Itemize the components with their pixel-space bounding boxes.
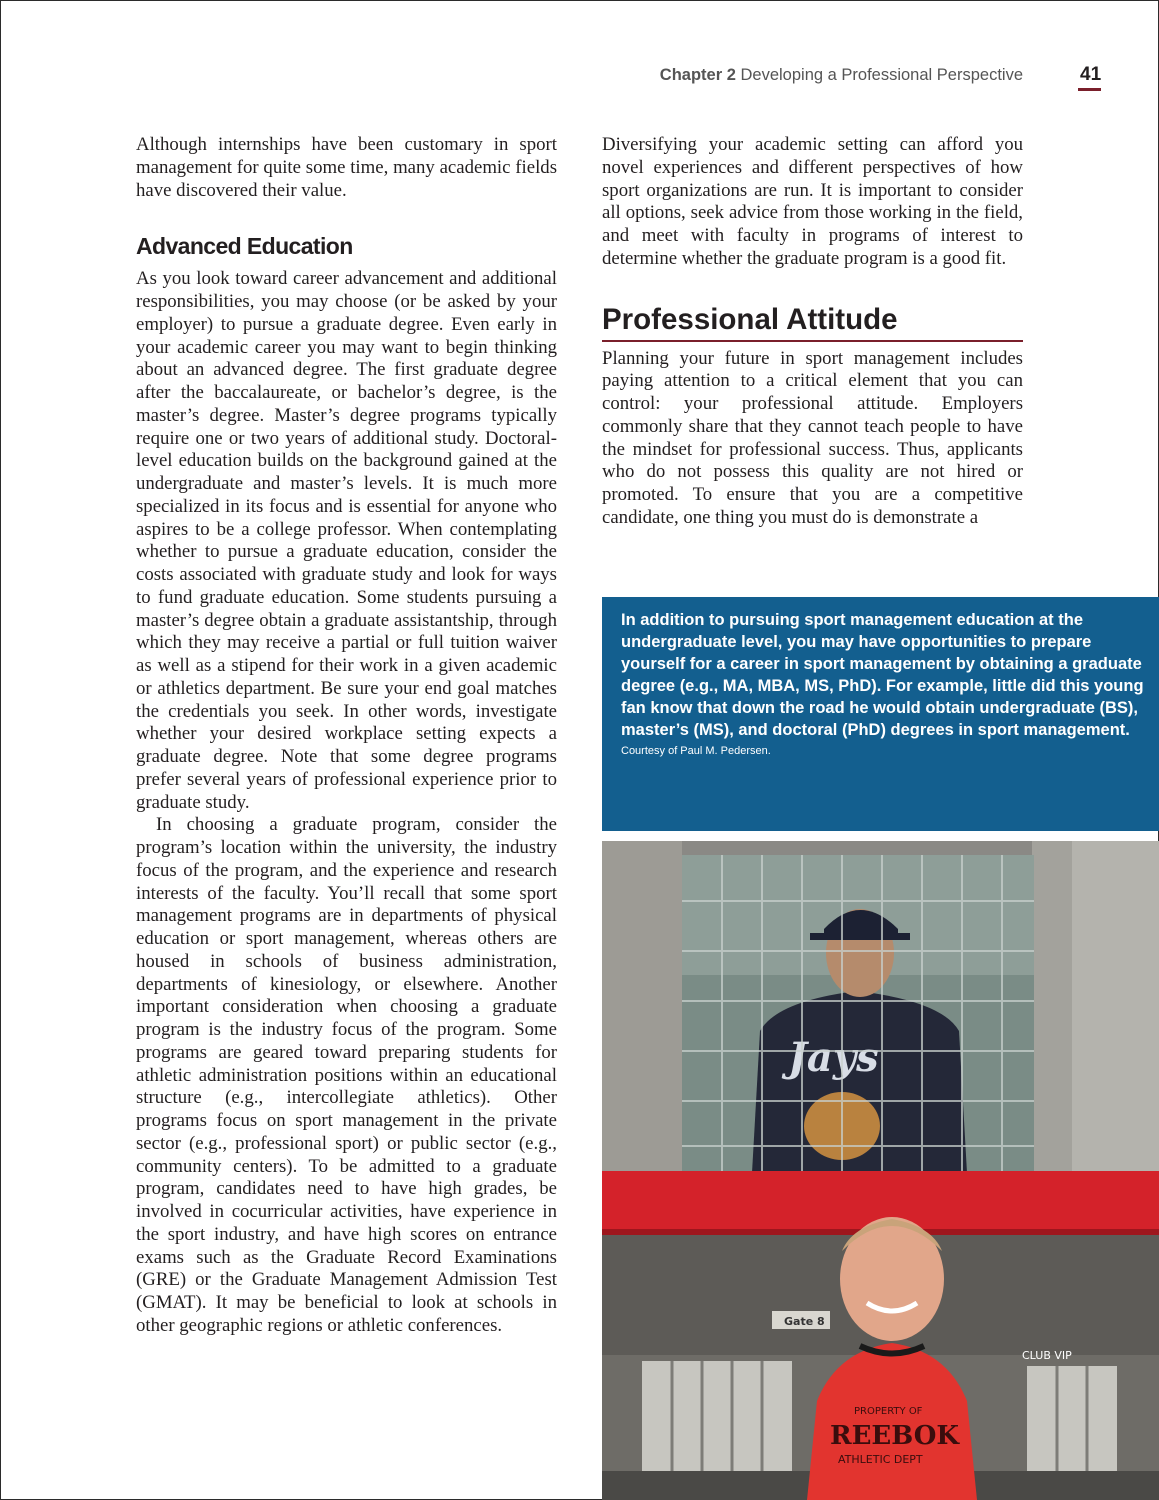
page-number: 41 (1080, 64, 1102, 85)
page-number-rule (1078, 88, 1101, 91)
banner-logo-text: Jays (788, 1034, 879, 1081)
gate-sign: Gate 8 (784, 1315, 825, 1328)
right-column (602, 134, 1023, 530)
intro-paragraph: Although internships have been customary in sport management for quite some time, many academic fields have discovered their value. (136, 134, 557, 201)
heading-professional-attitude: Professional Attitude (602, 302, 1023, 342)
left-column (136, 134, 557, 1338)
club-sign: CLUB VIP (1022, 1349, 1072, 1362)
photo-credit: Courtesy of Paul M. Pedersen. (621, 744, 771, 757)
stadium-photo (602, 841, 1159, 1500)
advanced-education-paragraph-1: As you look toward career advancement and additional responsibilities, you may choose (or be asked by your employer) to pursue a graduate degree. Even early in your academic career you may want to begin thinking about an advanced degree. The first graduate degree after the baccalaureate, or bachelor’s degree, is the master’s degree. Master’s degree programs typically require one or two years of additional study. Doctoral-level education builds on the background gained at the undergraduate and master’s levels. It is much more specialized in its focus and is essential for anyone who aspires to be a college professor. When contemplating whether to pursue a graduate education, consider the costs associated with graduate study and look for ways to fund graduate education. Some students pursuing a master’s degree obtain a graduate assistantship, through which they may receive a partial or full tuition waiver as well as a stipend for their work in a given academic or athletics department. Be sure your end goal matches the credentials you seek. In other words, investigate whether your desired workplace setting expects a graduate degree. Note that some degree programs prefer several years of professional experience prior to graduate study. (136, 268, 557, 813)
chapter-title: Developing a Professional Perspective (740, 66, 1023, 84)
shirt-line-2: REEBOK (830, 1421, 959, 1451)
photo-caption-box (602, 597, 1159, 831)
shirt-line-3: ATHLETIC DEPT (838, 1453, 923, 1466)
shirt-line-1: PROPERTY OF (854, 1406, 923, 1417)
subhead-advanced-education: Advanced Education (136, 233, 353, 260)
continuation-paragraph: Diversifying your academic setting can afford you novel experiences and different perspectives of how sport organizations are run. It is important to consider all options, seek advice from those working in the field, and meet with faculty in programs of interest to determine whether the graduate program is a good fit. (602, 134, 1023, 269)
advanced-education-paragraph-2: In choosing a graduate program, consider the program’s location within the university, the industry focus of the program, and the experience and research interests of the faculty. You’ll recall that some sport management programs are in departments of physical education or sport management, whereas others are housed in schools of business administration, departments of kinesiology, or elsewhere. Another important consideration when choosing a graduate program is the industry focus of the program. Some programs are geared toward preparing students for athletic administration positions within an educational structure (e.g., intercollegiate athletics). Other programs focus on sport management in the private sector (e.g., professional sport) or public sector (e.g., community centers). To be admitted to a graduate program, candidates need to have high grades, be involved in cocurricular activities, have experience in the sport industry, and have high scores on entrance exams such as the Graduate Record Examinations (GRE) or the Graduate Management Admission Test (GMAT). It may be beneficial to look at schools in other geographic regions or athletic conferences. (136, 814, 557, 1336)
chapter-label: Chapter 2 (659, 66, 736, 84)
running-head (660, 66, 1023, 85)
photo-caption-text: In addition to pursuing sport management education at the undergraduate level, you may have opportunities to prepare yourself for a career in sport management by obtaining a graduate degree (e.g., MA, MBA, MS, PhD). For example, little did this young fan know that down the road he would obtain undergraduate (BS), master’s (MS), and doctoral (PhD) degrees in sport management. (621, 611, 1144, 740)
player-banner (682, 855, 1034, 1173)
professional-attitude-paragraph: Planning your future in sport management includes paying attention to a critical element that you can control: your professional attitude. Employers commonly share that they cannot teach people to have the mindset for professional success. Thus, applicants who do not possess this quality are not hired or promoted. To ensure that you are a competitive candidate, one thing you must do is demonstrate a (602, 347, 1023, 528)
